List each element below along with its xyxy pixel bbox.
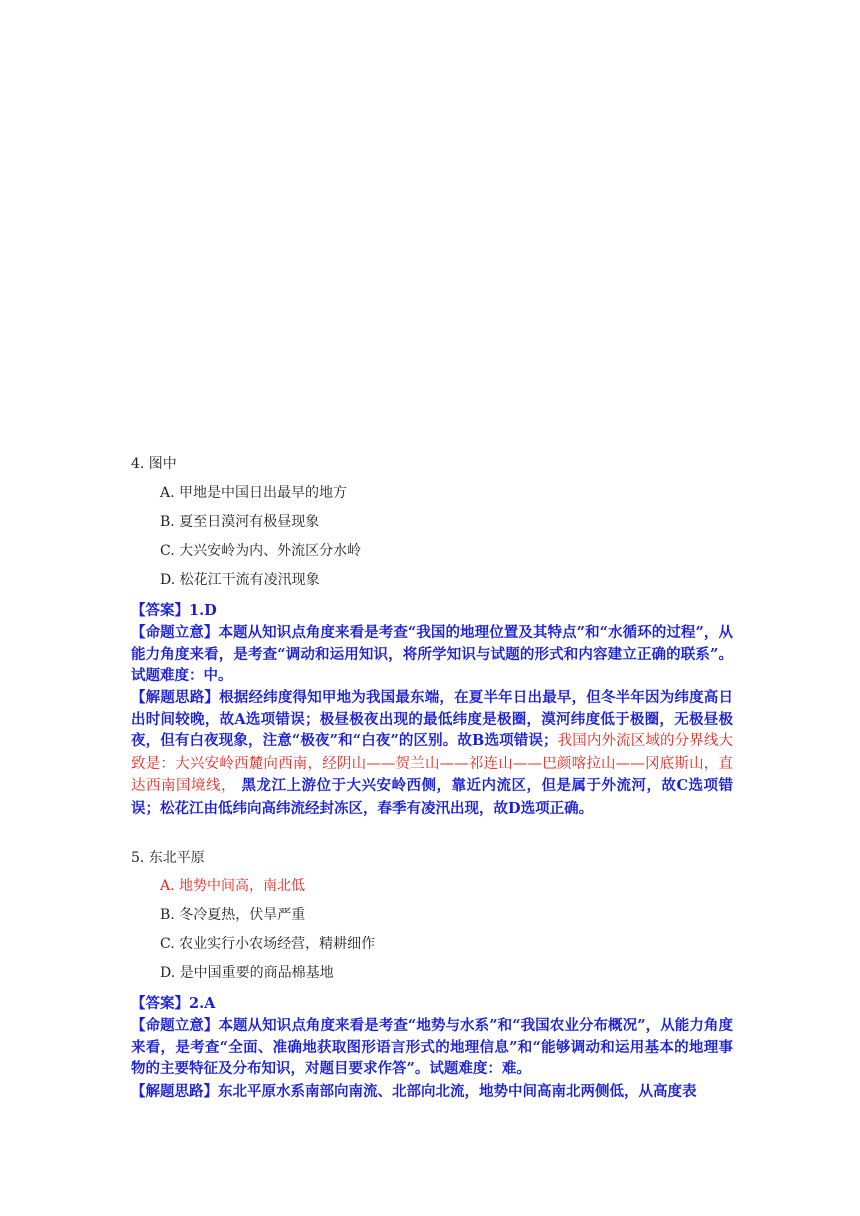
question-5-stem: 5. 东北平原 xyxy=(131,850,205,866)
question-5-option-c: C. 农业实行小农场经营，精耕细作 xyxy=(160,936,376,952)
question-5-option-d: D. 是中国重要的商品棉基地 xyxy=(160,965,334,981)
question-5-option-a: A. 地势中间高，南北低 xyxy=(160,878,306,894)
question-4-analysis xyxy=(131,687,733,820)
question-5-intent: 【命题立意】本题从知识点角度来看是考查“地势与水系”和“我国农业分布概况”，从能力角度来看，是考查“全面、准确地获取图形语言形式的地理信息”和“能够调动和运用基本的地理事物的主要特征及分布知识，对题目要求作答”。试题难度：难。 xyxy=(131,1017,733,1078)
question-4-stem: 4. 图中 xyxy=(131,456,177,472)
analysis-text-1: 【解题思路】根据经纬度得知甲地为我国最东端，在夏半年日出最早，但冬半年因为纬度高日出时间较晚，故A选项错误；极昼极夜出现的最低纬度是极圈，漠河纬度低于极圈，无极昼极夜，但有白夜现象，注意“极夜”和“白夜”的区别。故B选项错误； xyxy=(131,689,733,750)
question-5-option-b: B. 冬冷夏热，伏旱严重 xyxy=(160,907,306,923)
question-4-option-d: D. 松花江干流有凌汛现象 xyxy=(160,572,320,588)
question-4-answer: 【答案】1.D xyxy=(131,602,217,619)
analysis-highlight: 我国内外流区域的分界线大致是：大兴安岭西麓向西南，经阴山——贺兰山——祁连山——巴颜喀拉山——冈底斯山，直达西南国境线， xyxy=(131,733,734,795)
question-5-analysis: 【解题思路】东北平原水系南部向南流、北部向北流，地势中间高南北两侧低，从高度表 xyxy=(131,1083,697,1100)
question-4-option-c: C. 大兴安岭为内、外流区分水岭 xyxy=(160,543,362,559)
question-4-option-a: A. 甲地是中国日出最早的地方 xyxy=(160,485,348,501)
question-5-answer: 【答案】2.A xyxy=(131,995,216,1012)
question-4-intent: 【命题立意】本题从知识点角度来看是考查“我国的地理位置及其特点”和“水循环的过程”，从能力角度来看，是考查“调动和运用知识，将所学知识与试题的形式和内容建立正确的联系”。试题难度：中。 xyxy=(131,624,733,685)
question-4-option-b: B. 夏至日漠河有极昼现象 xyxy=(160,514,320,530)
analysis-text-2: 黑龙江上游位于大兴安岭西侧，靠近内流区，但是属于外流河，故C选项错误；松花江由低纬向高纬流经封冻区，春季有凌汛出现，故D选项正确。 xyxy=(131,777,733,817)
